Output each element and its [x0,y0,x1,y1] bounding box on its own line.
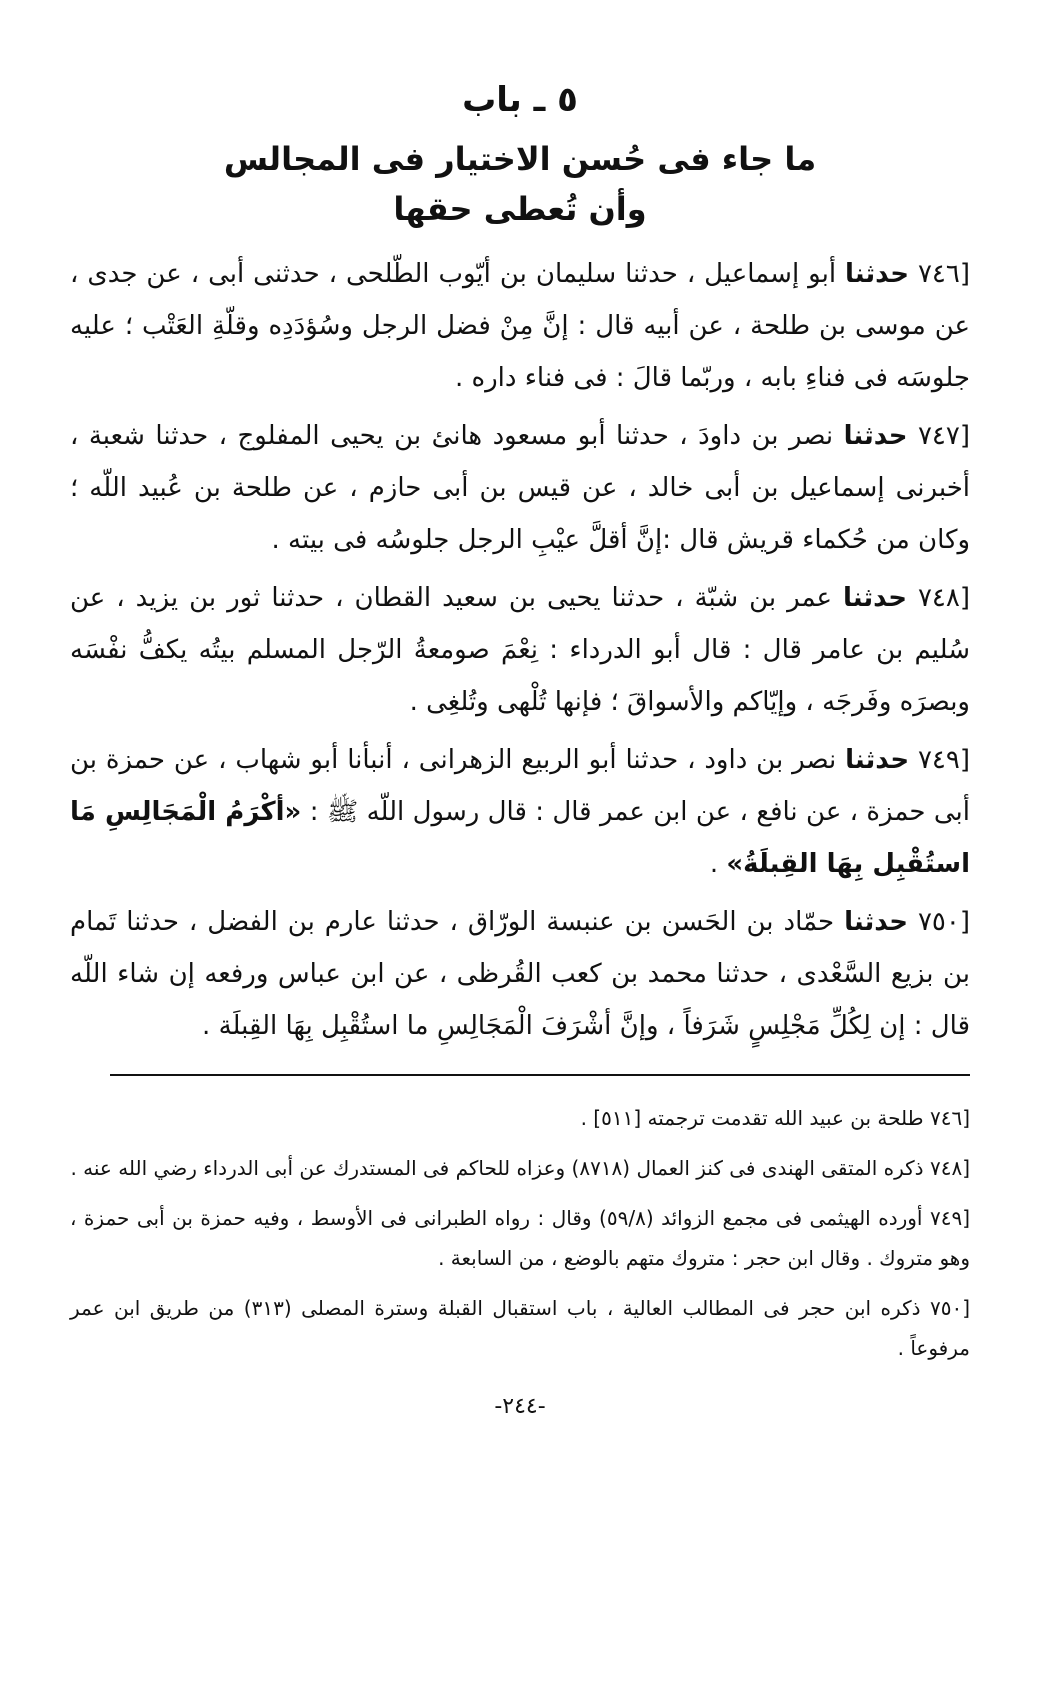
hadith-lead: حدثنا [843,583,907,613]
hadith-text: نصر بن داود ، حدثنا أبو الربيع الزهرانى ، أنبأنا أبو شهاب ، عن حمزة بن أبى حمزة ، عن نافع ، عن ابن عمر قال : قال رسول اللّه ﷺ : [70,745,970,827]
hadith-749 [70,734,970,890]
book-page [70,70,970,1419]
hadith-tail: . [709,849,727,879]
footnote-749 [70,1198,970,1278]
hadith-text: عمر بن شبّة ، حدثنا يحيى بن سعيد القطان ، حدثنا ثور بن يزيد ، عن سُليم بن عامر قال : قال أبو الدرداء : نِعْمَ صومعةُ الرّجل المسلم بيتُه يكفُّ نفْسَه وبصرَه وفَرجَه ، وإيّاكم والأسواقَ ؛ فإنها تُلْهى وتُلغِى . [70,583,970,717]
hadith-747 [70,410,970,566]
footnote-divider [110,1074,970,1076]
hadith-text: أبو إسماعيل ، حدثنا سليمان بن أيّوب الطّلحى ، حدثنى أبى ، عن جدى ، عن موسى بن طلحة ، عن أبيه قال : إنَّ مِنْ فضل الرجل وسُؤدَدِه وقلّةِ العَتْب ؛ عليه جلوسَه فى فناءِ بابه ، وربّما قالَ : فى فناء داره . [70,259,970,393]
page-number: -٢٤٤- [494,1394,546,1419]
footnote-number: [٧٤٨ [929,1156,970,1180]
hadith-text: حمّاد بن الحَسن بن عنبسة الورّاق ، حدثنا عارم بن الفضل ، حدثنا تَمام بن بزيع السَّعْدى ، حدثنا محمد بن كعب القُرظى ، عن ابن عباس ورفعه إن شاء اللّه قال : إن لِكُلِّ مَجْلِسٍ شَرَفاً ، وإنَّ أشْرَفَ الْمَجَالِسِ ما استُقْبِل بِهَا القِبلَة . [70,907,970,1041]
prophetic-quote: «أكْرَمُ الْمَجَالِسِ مَا استُقْبِل بِهَا القِبلَةُ» [70,797,970,879]
hadith-750 [70,896,970,1052]
footnote-text: طلحة بن عبيد الله تقدمت ترجمته [٥١١] . [580,1106,924,1130]
footnote-746 [70,1098,970,1138]
footnote-number: [٧٤٦ [929,1106,970,1130]
footnote-750 [70,1288,970,1368]
hadith-number: [٧٤٨ [917,583,971,613]
hadith-lead: حدثنا [843,421,908,451]
hadith-748 [70,572,970,728]
chapter-number: ٥ ـ باب [462,80,578,120]
footnote-text: ذكره ابن حجر فى المطالب العالية ، باب استقبال القبلة وسترة المصلى (٣١٣) من طريق ابن عمر مرفوعاً . [70,1296,970,1360]
hadith-number: [٧٤٩ [917,745,971,775]
footnote-number: [٧٤٩ [929,1206,971,1230]
chapter-title-line-2: وأن تُعطى حقها [393,190,647,228]
hadith-number: [٧٤٧ [917,421,971,451]
hadith-number: [٧٥٠ [917,907,971,937]
hadith-lead: حدثنا [844,907,908,937]
hadith-text: نصر بن داودَ ، حدثنا أبو مسعود هانئ بن يحيى المفلوج ، حدثنا شعبة ، أخبرنى إسماعيل بن أبى خالد ، عن قيس بن أبى حازم ، عن طلحة بن عُبيد اللّه ؛ وكان من حُكماء قريش قال :إنَّ أقلَّ عيْبِ الرجل جلوسُه فى بيته . [70,421,970,555]
footnote-748 [70,1148,970,1188]
hadith-746 [70,248,970,404]
hadith-lead: حدثنا [845,259,909,289]
hadith-lead: حدثنا [845,745,910,775]
footnote-text: ذكره المتقى الهندى فى كنز العمال (٨٧١٨) وعزاه للحاكم فى المستدرك عن أبى الدرداء رضي الله عنه . [70,1156,924,1180]
chapter-title-line-1: ما جاء فى حُسن الاختيار فى المجالس [223,140,817,178]
footnote-text: أورده الهيثمى فى مجمع الزوائد (٥٩/٨) وقال : رواه الطبرانى فى الأوسط ، وفيه حمزة بن أبى حمزة ، وهو متروك . وقال ابن حجر : متروك متهم بالوضع ، من السابعة . [70,1206,970,1270]
hadith-number: [٧٤٦ [917,259,970,289]
footnote-number: [٧٥٠ [929,1296,971,1320]
